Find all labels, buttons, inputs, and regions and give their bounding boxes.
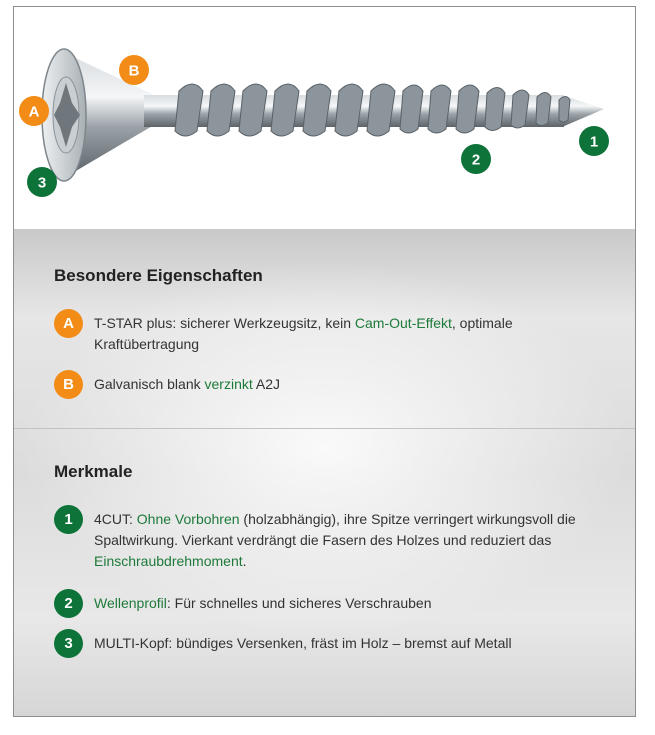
badge-3: 3 bbox=[54, 629, 83, 658]
features-section bbox=[14, 429, 635, 716]
ohne-vorbohren-link[interactable]: Ohne Vorbohren bbox=[136, 511, 240, 527]
product-feature-card bbox=[13, 6, 636, 717]
svg-text:1: 1 bbox=[589, 133, 599, 151]
item-text: Galvanisch blank verzinkt A2J bbox=[94, 376, 280, 392]
svg-text:3: 3 bbox=[37, 174, 47, 192]
section-title: Merkmale bbox=[54, 462, 133, 481]
features-panel bbox=[14, 229, 635, 716]
badge-1: 1 bbox=[54, 505, 83, 534]
einschraubdrehmoment-link[interactable]: Einschraubdrehmoment bbox=[94, 553, 243, 569]
screw-illustration bbox=[14, 7, 635, 229]
callout-2 bbox=[461, 144, 491, 174]
svg-text:2: 2 bbox=[471, 151, 481, 169]
badge-a: A bbox=[54, 309, 83, 338]
callout-a bbox=[19, 96, 49, 126]
item-text: T-STAR plus: sicherer Werkzeugsitz, kein Cam-Out-Effekt, optimale Kraftübertragung bbox=[94, 315, 513, 352]
item-text: 4CUT: Ohne Vorbohren (holzabhängig), ihre Spitze verringert wirkungsvoll die Spaltwirkung. Vierkant verdrängt die Fasern des Holzes und reduziert das Einschraubdrehmoment. bbox=[94, 511, 576, 569]
section-title: Besondere Eigenschaften bbox=[54, 266, 263, 285]
svg-text:A: A bbox=[28, 103, 40, 121]
badge-b: B bbox=[54, 370, 83, 399]
callout-b bbox=[119, 55, 149, 85]
screw-image bbox=[14, 7, 635, 229]
item-text: MULTI-Kopf: bündiges Versenken, fräst im Holz – bremst auf Metall bbox=[94, 635, 512, 651]
callout-1 bbox=[579, 126, 609, 156]
item-text: Wellenprofil: Für schnelles und sicheres Verschrauben bbox=[94, 595, 432, 611]
badge-2: 2 bbox=[54, 589, 83, 618]
svg-text:B: B bbox=[128, 62, 140, 80]
special-properties-section bbox=[14, 229, 635, 429]
verzinkt-link[interactable]: verzinkt bbox=[204, 376, 253, 392]
callout-3 bbox=[27, 167, 57, 197]
wellenprofil-link[interactable]: Wellenprofil bbox=[94, 595, 167, 611]
cam-out-link[interactable]: Cam-Out-Effekt bbox=[354, 315, 452, 331]
